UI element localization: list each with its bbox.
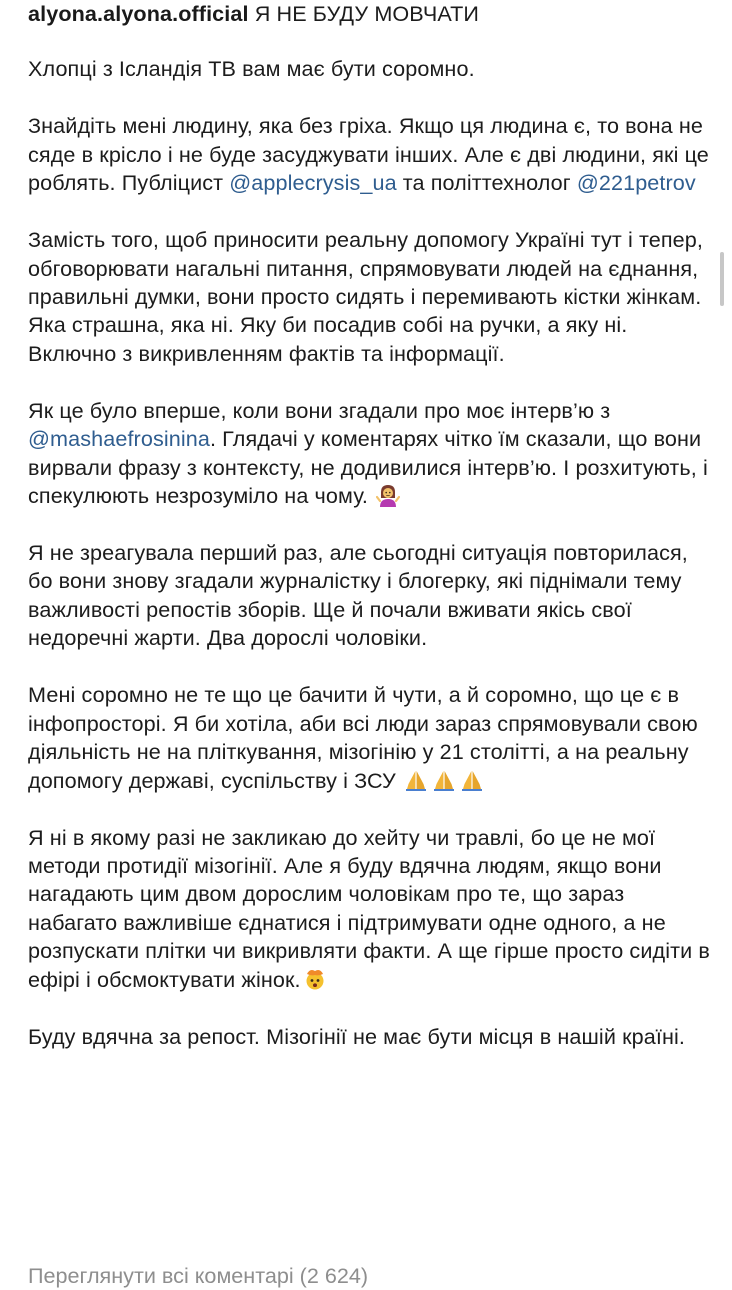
paragraph-4-text-b: . Глядачі у коментарях чітко їм сказали, що вони вирвали фразу з контексту, не додивилися інтерв’ю. І розхитують, і спекулюють незрозуміло на чому. [28, 426, 708, 509]
caption-paragraph-7 [28, 824, 712, 994]
caption-paragraph-4 [28, 397, 712, 511]
caption-paragraph-2 [28, 112, 712, 197]
paragraph-2-text-b: та політтехнолог [396, 170, 577, 196]
folded-hands-emoji-icon [404, 768, 430, 792]
mention-mashaefrosinina[interactable]: @mashaefrosinina [28, 426, 210, 452]
username-link[interactable]: alyona.alyona.official [28, 1, 249, 26]
caption-paragraph-3: Замість того, щоб приносити реальну допомогу Україні тут і тепер, обговорювати нагальні питання, спрямовувати людей на єднання, правильні думки, вони просто сидять і перемивають кістки жінкам. Яка страшна, яка ні. Яку би посадив собі на ручки, а яку ні. Включно з викривленням фактів та інформації. [28, 227, 703, 366]
caption-paragraph-6 [28, 681, 712, 795]
paragraph-7-text: Я ні в якому разі не закликаю до хейту чи травлі, бо це не мої методи протидії мізогінії. Але я буду вдячна людям, якщо вони нагадають цим двом дорослим чоловікам про те, що зараз набагато важливіше єднатися і підтримувати одне одного, а не розпускати плітки чи викривляти факти. А ще гірше просто сидіти в ефірі і обсмоктувати жінок. [28, 824, 710, 992]
mention-applecrysis[interactable]: @applecrysis_ua [229, 170, 397, 196]
scrollbar-thumb[interactable] [720, 252, 724, 306]
caption-paragraph-1: Хлопці з Ісландія ТВ вам має бути соромно. [28, 56, 475, 82]
woman-shrugging-emoji-icon [376, 483, 402, 507]
folded-hands-emoji-icon [460, 768, 486, 792]
view-all-comments-link[interactable]: Переглянути всі коментарі (2 624) [28, 1263, 369, 1288]
paragraph-4-text-a: Як це було вперше, коли вони згадали про моє інтерв’ю з [28, 397, 611, 423]
paragraph-2-text-a: Знайдіть мені людину, яка без гріха. Якщо ця людина є, то вона не сяде в крісло і не буде засуджувати інших. Але є дві людини, які це роблять. Публіцист [28, 113, 709, 196]
paragraph-6-text: Мені соромно не те що це бачити й чути, а й соромно, що це є в інфопросторі. Я би хотіла, аби всі люди зараз спрямовували свою діяльність не на пліткування, мізогінію у 21 столітті, а на реальну допомогу державі, суспільству і ЗСУ [28, 682, 698, 793]
mention-221petrov[interactable]: @221petrov [576, 170, 696, 196]
caption-paragraph-8: Буду вдячна за репост. Мізогінії не має бути місця в нашій країні. [28, 1023, 685, 1049]
caption-headline: Я НЕ БУДУ МОВЧАТИ [254, 1, 480, 26]
post-caption [28, 0, 712, 1080]
caption-paragraph-5: Я не зреагувала перший раз, але сьогодні ситуація повторилася, бо вони знову згадали журналістку і блогерку, які піднімали тему важливості репостів зборів. Ще й почали вживати якісь свої недоречні жарти. Два дорослі чоловіки. [28, 540, 688, 651]
exploding-head-emoji-icon [303, 967, 329, 991]
caption-header [28, 0, 712, 28]
folded-hands-emoji-icon [432, 768, 458, 792]
